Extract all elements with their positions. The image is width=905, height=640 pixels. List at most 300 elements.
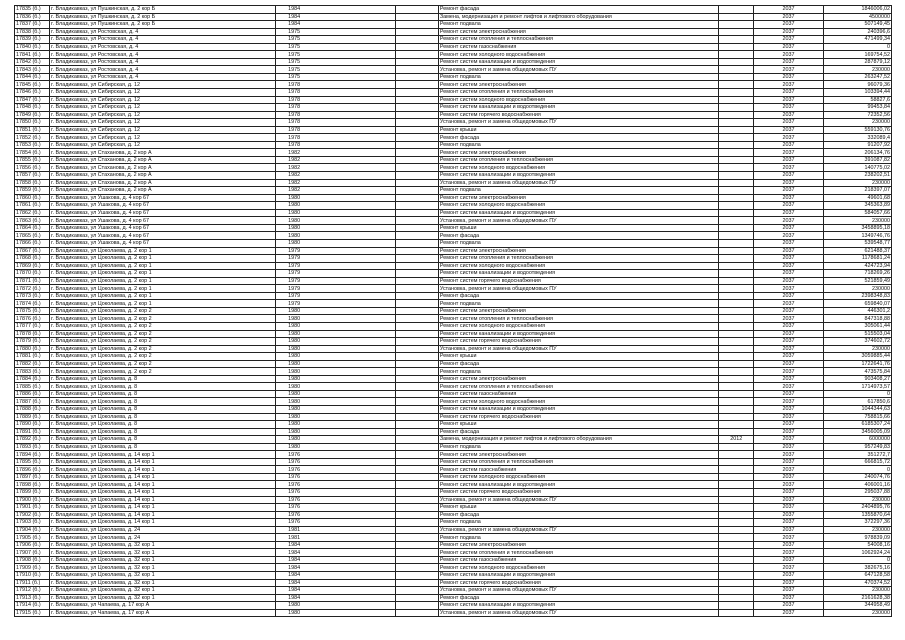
cell-code: 17868 (б.) — [15, 255, 50, 263]
cell-extra — [395, 81, 438, 89]
cell-amount: 758815,66 — [823, 413, 891, 421]
cell-address: г. Владикавказ, ул Сибирская, д. 12 — [50, 119, 276, 127]
cell-amount: 96079,36 — [823, 81, 891, 89]
cell-year-built: 1982 — [276, 179, 396, 187]
cell-work-type: Ремонт систем холодного водоснабжения — [438, 398, 718, 406]
cell-amount: 230000 — [823, 217, 891, 225]
cell-year-built: 1976 — [276, 458, 396, 466]
cell-year-plan — [719, 187, 754, 195]
cell-code: 17883 (б.) — [15, 368, 50, 376]
cell-year-built: 1976 — [276, 481, 396, 489]
cell-extra — [395, 579, 438, 587]
cell-address: г. Владикавказ, ул Ушакова, д. 4 кор 67 — [50, 224, 276, 232]
cell-work-type: Ремонт систем электроснабжения — [438, 451, 718, 459]
table-row — [15, 81, 892, 89]
cell-extra — [395, 21, 438, 29]
table-row — [15, 179, 892, 187]
cell-work-type: Ремонт систем холодного водоснабжения — [438, 473, 718, 481]
table-row — [15, 375, 892, 383]
cell-address: г. Владикавказ, ул Цоколаева, д. 14 кор 1 — [50, 489, 276, 497]
cell-year: 2037 — [754, 81, 823, 89]
cell-amount: 0 — [823, 466, 891, 474]
cell-year-built: 1981 — [276, 526, 396, 534]
cell-year-built: 1984 — [276, 572, 396, 580]
cell-work-type: Ремонт подвала — [438, 21, 718, 29]
cell-work-type: Ремонт систем канализации и водоотведения — [438, 209, 718, 217]
cell-amount: 72352,56 — [823, 111, 891, 119]
table-row — [15, 285, 892, 293]
cell-amount: 659840,07 — [823, 300, 891, 308]
table-row — [15, 489, 892, 497]
cell-work-type: Установка, ремонт и замена общедомовых ПУ — [438, 345, 718, 353]
table-row — [15, 292, 892, 300]
cell-work-type: Ремонт фасада — [438, 428, 718, 436]
cell-work-type: Ремонт систем отопления и теплоснабжения — [438, 36, 718, 44]
cell-address: г. Владикавказ, ул Цоколаева, д. 2 кор 2 — [50, 307, 276, 315]
cell-year-built: 1980 — [276, 368, 396, 376]
cell-work-type: Ремонт подвала — [438, 300, 718, 308]
cell-year-built: 1978 — [276, 81, 396, 89]
cell-address: г. Владикавказ, ул Цоколаева, д. 24 — [50, 534, 276, 542]
cell-work-type: Замена, модернизация и ремонт лифтов и лифтового оборудования — [438, 436, 718, 444]
table-row — [15, 534, 892, 542]
table-row — [15, 353, 892, 361]
cell-year: 2037 — [754, 255, 823, 263]
cell-extra — [395, 345, 438, 353]
table-row — [15, 360, 892, 368]
table-row — [15, 428, 892, 436]
cell-code: 17848 (б.) — [15, 104, 50, 112]
cell-year: 2037 — [754, 28, 823, 36]
cell-work-type: Ремонт фасада — [438, 594, 718, 602]
cell-year-built: 1979 — [276, 277, 396, 285]
cell-extra — [395, 368, 438, 376]
cell-extra — [395, 473, 438, 481]
cell-address: г. Владикавказ, ул Цоколаева, д. 8 — [50, 383, 276, 391]
table-row — [15, 458, 892, 466]
cell-extra — [395, 413, 438, 421]
table-row — [15, 368, 892, 376]
cell-extra — [395, 247, 438, 255]
table-row — [15, 496, 892, 504]
cell-year-plan — [719, 383, 754, 391]
cell-year-plan — [719, 511, 754, 519]
cell-year-built: 1975 — [276, 73, 396, 81]
cell-work-type: Ремонт систем электроснабжения — [438, 375, 718, 383]
cell-code: 17843 (б.) — [15, 66, 50, 74]
cell-amount: 49601,68 — [823, 194, 891, 202]
cell-extra — [395, 6, 438, 14]
cell-code: 17893 (б.) — [15, 443, 50, 451]
cell-year-plan — [719, 285, 754, 293]
cell-address: г. Владикавказ, ул Стаханова, д. 2 кор А — [50, 156, 276, 164]
cell-code: 17856 (б.) — [15, 164, 50, 172]
cell-extra — [395, 564, 438, 572]
cell-work-type: Ремонт систем горячего водоснабжения — [438, 111, 718, 119]
cell-amount: 6185307,24 — [823, 421, 891, 429]
cell-extra — [395, 481, 438, 489]
cell-code: 17889 (б.) — [15, 413, 50, 421]
cell-year: 2037 — [754, 368, 823, 376]
cell-year: 2037 — [754, 443, 823, 451]
cell-year: 2037 — [754, 89, 823, 97]
cell-extra — [395, 594, 438, 602]
cell-work-type: Ремонт подвала — [438, 187, 718, 195]
cell-amount: 351272,7 — [823, 451, 891, 459]
cell-year: 2037 — [754, 96, 823, 104]
cell-code: 17898 (б.) — [15, 481, 50, 489]
cell-code: 17910 (б.) — [15, 572, 50, 580]
cell-year: 2037 — [754, 51, 823, 59]
cell-address: г. Владикавказ, ул Ушакова, д. 4 кор 67 — [50, 194, 276, 202]
table-row — [15, 172, 892, 180]
cell-extra — [395, 390, 438, 398]
cell-extra — [395, 315, 438, 323]
table-row — [15, 443, 892, 451]
cell-year-built: 1980 — [276, 345, 396, 353]
cell-address: г. Владикавказ, ул Цоколаева, д. 32 кор 1 — [50, 556, 276, 564]
cell-year-plan — [719, 217, 754, 225]
cell-year: 2037 — [754, 277, 823, 285]
cell-amount: 1062924,24 — [823, 549, 891, 557]
cell-year-plan — [719, 360, 754, 368]
cell-address: г. Владикавказ, ул Стаханова, д. 2 кор А — [50, 149, 276, 157]
cell-year: 2037 — [754, 345, 823, 353]
cell-year-plan — [719, 232, 754, 240]
cell-work-type: Ремонт подвала — [438, 368, 718, 376]
cell-year-plan — [719, 58, 754, 66]
table-row — [15, 73, 892, 81]
cell-extra — [395, 66, 438, 74]
cell-code: 17878 (б.) — [15, 330, 50, 338]
cell-extra — [395, 43, 438, 51]
cell-year-built: 1975 — [276, 28, 396, 36]
cell-year: 2037 — [754, 126, 823, 134]
cell-year-built: 1980 — [276, 307, 396, 315]
cell-extra — [395, 549, 438, 557]
cell-code: 17867 (б.) — [15, 247, 50, 255]
cell-code: 17845 (б.) — [15, 81, 50, 89]
cell-extra — [395, 602, 438, 610]
cell-code: 17846 (б.) — [15, 89, 50, 97]
cell-extra — [395, 534, 438, 542]
cell-amount: 3458895,18 — [823, 224, 891, 232]
cell-code: 17854 (б.) — [15, 149, 50, 157]
cell-year: 2037 — [754, 307, 823, 315]
cell-work-type: Ремонт систем электроснабжения — [438, 194, 718, 202]
cell-address: г. Владикавказ, ул Пушкинская, д. 2 кор Б — [50, 21, 276, 29]
cell-year-built: 1984 — [276, 594, 396, 602]
cell-work-type: Замена, модернизация и ремонт лифтов и лифтового оборудования — [438, 13, 718, 21]
cell-work-type: Ремонт фасада — [438, 292, 718, 300]
cell-year: 2037 — [754, 58, 823, 66]
cell-amount: 103394,44 — [823, 89, 891, 97]
cell-year: 2037 — [754, 481, 823, 489]
cell-amount: 1714973,57 — [823, 383, 891, 391]
cell-code: 17853 (б.) — [15, 141, 50, 149]
cell-code: 17876 (б.) — [15, 315, 50, 323]
cell-work-type: Установка, ремонт и замена общедомовых ПУ — [438, 119, 718, 127]
cell-code: 17838 (б.) — [15, 28, 50, 36]
table-row — [15, 224, 892, 232]
cell-year-built: 1975 — [276, 66, 396, 74]
cell-year: 2037 — [754, 496, 823, 504]
cell-year-built: 1975 — [276, 43, 396, 51]
cell-year-plan — [719, 156, 754, 164]
cell-year-plan — [719, 481, 754, 489]
cell-year-plan — [719, 292, 754, 300]
cell-year-built: 1975 — [276, 51, 396, 59]
cell-year-plan — [719, 126, 754, 134]
cell-work-type: Ремонт подвала — [438, 73, 718, 81]
cell-address: г. Владикавказ, ул Цоколаева, д. 14 кор 1 — [50, 511, 276, 519]
cell-address: г. Владикавказ, ул Чапаева, д. 17 кор А — [50, 609, 276, 617]
cell-year-plan — [719, 609, 754, 617]
cell-year: 2037 — [754, 164, 823, 172]
cell-amount: 287879,12 — [823, 58, 891, 66]
table-row — [15, 300, 892, 308]
table-row — [15, 587, 892, 595]
cell-year: 2037 — [754, 602, 823, 610]
cell-code: 17875 (б.) — [15, 307, 50, 315]
cell-extra — [395, 194, 438, 202]
cell-address: г. Владикавказ, ул Стаханова, д. 2 кор А — [50, 187, 276, 195]
cell-work-type: Установка, ремонт и замена общедомовых ПУ — [438, 179, 718, 187]
cell-year-built: 1980 — [276, 360, 396, 368]
cell-year-built: 1978 — [276, 96, 396, 104]
cell-code: 17858 (б.) — [15, 179, 50, 187]
cell-work-type: Ремонт систем газоснабжения — [438, 390, 718, 398]
cell-extra — [395, 119, 438, 127]
cell-extra — [395, 398, 438, 406]
cell-year: 2037 — [754, 526, 823, 534]
cell-code: 17863 (б.) — [15, 217, 50, 225]
table-row — [15, 96, 892, 104]
cell-address: г. Владикавказ, ул Цоколаева, д. 2 кор 2 — [50, 360, 276, 368]
table-row — [15, 609, 892, 617]
table-row — [15, 504, 892, 512]
table-row — [15, 262, 892, 270]
cell-year-plan — [719, 194, 754, 202]
cell-year-plan — [719, 564, 754, 572]
cell-year: 2037 — [754, 413, 823, 421]
cell-address: г. Владикавказ, ул Пушкинская, д. 2 кор Б — [50, 6, 276, 14]
cell-year-built: 1980 — [276, 338, 396, 346]
cell-year: 2037 — [754, 172, 823, 180]
table-row — [15, 247, 892, 255]
cell-address: г. Владикавказ, ул Цоколаева, д. 8 — [50, 405, 276, 413]
cell-year-built: 1980 — [276, 322, 396, 330]
cell-address: г. Владикавказ, ул Цоколаева, д. 8 — [50, 436, 276, 444]
cell-extra — [395, 511, 438, 519]
cell-amount: 647128,58 — [823, 572, 891, 580]
cell-extra — [395, 526, 438, 534]
cell-extra — [395, 141, 438, 149]
cell-year-built: 1980 — [276, 413, 396, 421]
cell-extra — [395, 262, 438, 270]
cell-address: г. Владикавказ, ул Сибирская, д. 12 — [50, 89, 276, 97]
cell-year: 2037 — [754, 224, 823, 232]
cell-year-plan — [719, 405, 754, 413]
cell-amount: 91207,92 — [823, 141, 891, 149]
cell-amount: 2161628,38 — [823, 594, 891, 602]
cell-year: 2037 — [754, 360, 823, 368]
cell-year: 2037 — [754, 473, 823, 481]
cell-code: 17864 (б.) — [15, 224, 50, 232]
cell-amount: 957249,83 — [823, 443, 891, 451]
cell-address: г. Владикавказ, ул Цоколаева, д. 14 кор 1 — [50, 466, 276, 474]
table-row — [15, 89, 892, 97]
cell-address: г. Владикавказ, ул Ростовская, д. 4 — [50, 43, 276, 51]
cell-code: 17866 (б.) — [15, 239, 50, 247]
cell-code: 17896 (б.) — [15, 466, 50, 474]
cell-year-plan — [719, 322, 754, 330]
cell-work-type: Ремонт систем отопления и теплоснабжения — [438, 458, 718, 466]
table-row — [15, 232, 892, 240]
cell-year-plan — [719, 572, 754, 580]
cell-address: г. Владикавказ, ул Сибирская, д. 12 — [50, 126, 276, 134]
cell-extra — [395, 338, 438, 346]
cell-code: 17836 (б.) — [15, 13, 50, 21]
cell-code: 17905 (б.) — [15, 534, 50, 542]
cell-year: 2037 — [754, 436, 823, 444]
cell-amount: 1349746,76 — [823, 232, 891, 240]
cell-work-type: Ремонт систем газоснабжения — [438, 466, 718, 474]
cell-work-type: Ремонт систем холодного водоснабжения — [438, 262, 718, 270]
cell-amount: 617850,6 — [823, 398, 891, 406]
cell-amount: 666815,72 — [823, 458, 891, 466]
cell-year-plan — [719, 458, 754, 466]
cell-address: г. Владикавказ, ул Цоколаева, д. 2 кор 1 — [50, 247, 276, 255]
cell-code: 17913 (б.) — [15, 594, 50, 602]
cell-work-type: Ремонт систем канализации и водоотведения — [438, 572, 718, 580]
cell-address: г. Владикавказ, ул Цоколаева, д. 14 кор 1 — [50, 504, 276, 512]
cell-address: г. Владикавказ, ул Цоколаева, д. 2 кор 2 — [50, 330, 276, 338]
cell-extra — [395, 330, 438, 338]
cell-extra — [395, 36, 438, 44]
cell-year-plan — [719, 141, 754, 149]
cell-year-plan — [719, 36, 754, 44]
cell-extra — [395, 504, 438, 512]
cell-year-plan — [719, 179, 754, 187]
cell-year-plan — [719, 224, 754, 232]
cell-year-plan — [719, 172, 754, 180]
cell-year-built: 1982 — [276, 164, 396, 172]
cell-address: г. Владикавказ, ул Цоколаева, д. 2 кор 1 — [50, 277, 276, 285]
cell-amount: 2398348,83 — [823, 292, 891, 300]
cell-code: 17844 (б.) — [15, 73, 50, 81]
table-row — [15, 187, 892, 195]
table-row — [15, 277, 892, 285]
cell-extra — [395, 209, 438, 217]
cell-work-type: Ремонт систем отопления и теплоснабжения — [438, 315, 718, 323]
cell-year-plan — [719, 489, 754, 497]
cell-year-plan — [719, 149, 754, 157]
cell-work-type: Установка, ремонт и замена общедомовых ПУ — [438, 587, 718, 595]
cell-year: 2037 — [754, 300, 823, 308]
cell-year-built: 1975 — [276, 36, 396, 44]
cell-code: 17882 (б.) — [15, 360, 50, 368]
cell-code: 17851 (б.) — [15, 126, 50, 134]
cell-address: г. Владикавказ, ул Цоколаева, д. 32 кор 1 — [50, 579, 276, 587]
cell-year: 2037 — [754, 564, 823, 572]
cell-year-built: 1980 — [276, 315, 396, 323]
cell-work-type: Ремонт крыши — [438, 224, 718, 232]
cell-year-plan — [719, 413, 754, 421]
cell-extra — [395, 73, 438, 81]
cell-year: 2037 — [754, 315, 823, 323]
cell-code: 17880 (б.) — [15, 345, 50, 353]
cell-amount: 2404895,76 — [823, 504, 891, 512]
cell-year: 2037 — [754, 111, 823, 119]
cell-amount: 240396,6 — [823, 28, 891, 36]
cell-amount: 344958,49 — [823, 602, 891, 610]
cell-year-plan — [719, 66, 754, 74]
cell-year: 2037 — [754, 239, 823, 247]
cell-extra — [395, 322, 438, 330]
cell-code: 17842 (б.) — [15, 58, 50, 66]
cell-amount: 621488,37 — [823, 247, 891, 255]
cell-amount: 240074,76 — [823, 473, 891, 481]
cell-work-type: Ремонт систем холодного водоснабжения — [438, 96, 718, 104]
cell-amount: 6000000 — [823, 436, 891, 444]
table-row — [15, 602, 892, 610]
cell-amount: 54008,16 — [823, 541, 891, 549]
cell-code: 17911 (б.) — [15, 579, 50, 587]
cell-year: 2037 — [754, 156, 823, 164]
table-row — [15, 572, 892, 580]
cell-work-type: Ремонт крыши — [438, 126, 718, 134]
cell-year-plan — [719, 81, 754, 89]
cell-year-built: 1980 — [276, 421, 396, 429]
cell-amount: 4500000 — [823, 13, 891, 21]
cell-year-built: 1976 — [276, 466, 396, 474]
cell-year-plan — [719, 89, 754, 97]
cell-extra — [395, 285, 438, 293]
table-row — [15, 104, 892, 112]
cell-year-plan — [719, 209, 754, 217]
cell-extra — [395, 172, 438, 180]
cell-work-type: Ремонт систем отопления и теплоснабжения — [438, 156, 718, 164]
table-row — [15, 6, 892, 14]
cell-year: 2037 — [754, 353, 823, 361]
cell-year-built: 1979 — [276, 292, 396, 300]
cell-work-type: Ремонт систем горячего водоснабжения — [438, 277, 718, 285]
table-row — [15, 345, 892, 353]
cell-code: 17915 (б.) — [15, 609, 50, 617]
cell-year-built: 1982 — [276, 172, 396, 180]
cell-year: 2037 — [754, 458, 823, 466]
cell-amount: 372297,36 — [823, 519, 891, 527]
cell-year-built: 1980 — [276, 390, 396, 398]
cell-extra — [395, 375, 438, 383]
cell-year: 2037 — [754, 587, 823, 595]
cell-address: г. Владикавказ, ул Цоколаева, д. 14 кор 1 — [50, 451, 276, 459]
table-row — [15, 255, 892, 263]
cell-year-plan — [719, 541, 754, 549]
table-row — [15, 526, 892, 534]
cell-year: 2037 — [754, 6, 823, 14]
cell-year-built: 1980 — [276, 232, 396, 240]
cell-year: 2037 — [754, 572, 823, 580]
cell-amount: 473575,84 — [823, 368, 891, 376]
cell-address: г. Владикавказ, ул Цоколаева, д. 32 кор 1 — [50, 541, 276, 549]
cell-code: 17849 (б.) — [15, 111, 50, 119]
cell-year-plan — [719, 134, 754, 142]
cell-year-built: 1980 — [276, 405, 396, 413]
cell-amount: 3059885,44 — [823, 353, 891, 361]
cell-amount: 584057,66 — [823, 209, 891, 217]
